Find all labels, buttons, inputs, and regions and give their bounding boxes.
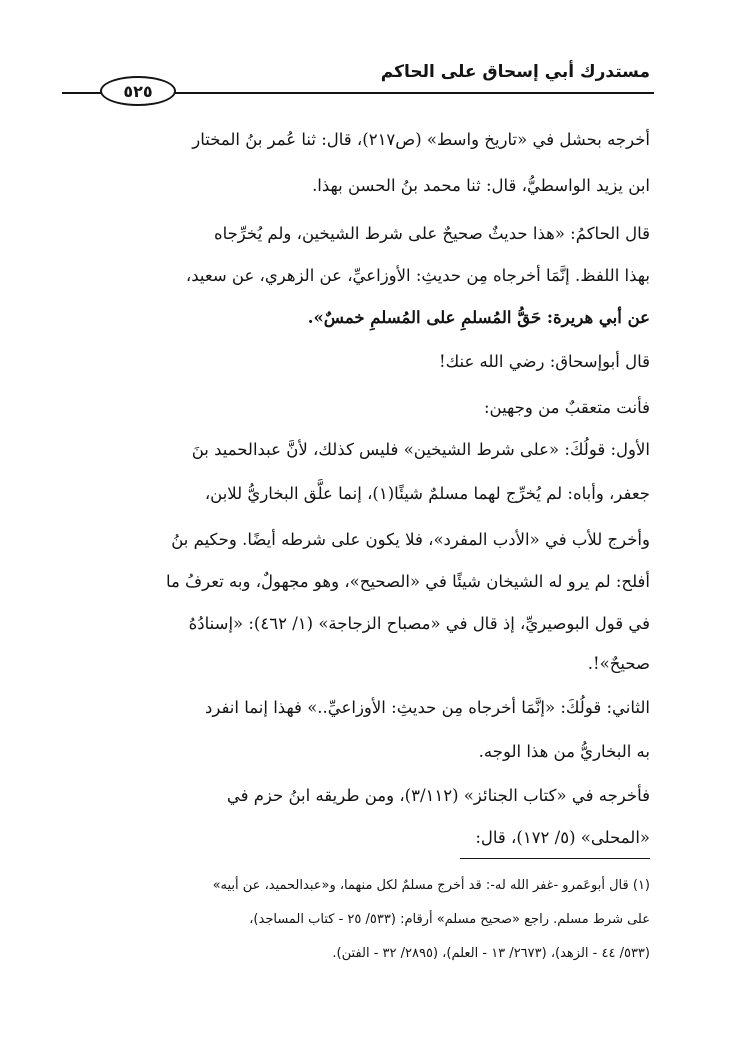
body-line-6: قال أبوإسحاق: رضي الله عنك! [438, 352, 650, 371]
body-line-2: ابن يزيد الواسطيُّ، قال: ثنا محمد بنُ الحسن بهذا. [312, 176, 650, 195]
body-line-17: «المحلى» (٥/ ١٧٢)، قال: [475, 828, 650, 847]
body-line-5: عن أبي هريرة: حَقُّ المُسلمِ على المُسلمِ خمسٌ». [307, 308, 650, 327]
body-line-1: أخرجه بحشل في «تاريخ واسط» (ص٢١٧)، قال: ثنا عُمر بنُ المختار [192, 130, 650, 149]
footnote-line-1: (١) قال أبوعَمرو -غفر الله له-: قد أخرج مسلمٌ لكل منهما، و«عبدالحميد، عن أبيه» [212, 878, 650, 893]
body-line-15: به البخاريُّ من هذا الوجه. [478, 742, 650, 761]
body-line-10: وأخرج للأب في «الأدب المفرد»، فلا يكون على شرطه أيضًا. وحكيم بنُ [171, 530, 650, 549]
body-line-16: فأخرجه في «كتاب الجنائز» (٣/١١٢)، ومن طريقه ابنُ حزم في [226, 786, 650, 805]
body-line-13: صحيحٌ»!. [587, 654, 650, 673]
body-line-9: جعفر، وأباه: لم يُخرِّج لهما مسلمٌ شيئًا(١)، إنما علَّق البخاريُّ للابن، [204, 484, 650, 503]
body-line-3: قال الحاكمُ: «هذا حديثٌ صحيحٌ على شرط الشيخين، ولم يُخرِّجاه [213, 224, 650, 243]
footnote-rule [460, 858, 650, 859]
body-line-12: في قول البوصيريِّ، إذ قال في «مصباح الزجاجة» (١/ ٤٦٢): «إسنادُهُ [188, 614, 650, 633]
page-number-badge: ٥٢٥ [100, 76, 176, 106]
footnote-line-3: (٥٣٣/ ٤٤ - الزهد)، (٢٦٧٣/ ١٣ - العلم)، (٢٨٩٥/ ٣٢ - الفتن). [332, 946, 650, 961]
body-line-11: أفلح: لم يرو له الشيخان شيئًا في «الصحيح»، وهو مجهولٌ، وبه تعرفُ ما [165, 572, 650, 591]
footnote-line-2: على شرط مسلم. راجع «صحيح مسلم» أرقام: (٥٣٣/ ٢٥ - كتاب المساجد)، [249, 912, 650, 927]
body-line-8: الأول: قولُكَ: «على شرط الشيخين» فليس كذلك، لأنَّ عبدالحميد بنَ [191, 440, 650, 459]
running-header-title: مستدرك أبي إسحاق على الحاكم [380, 62, 650, 82]
body-line-7: فأنت متعقبٌ من وجهين: [483, 398, 650, 417]
body-line-14: الثاني: قولُكَ: «إنَّمَا أخرجاه مِن حديثِ: الأوزاعيِّ..» فهذا إنما انفرد [205, 698, 650, 717]
body-line-4: بهذا اللفظ. إنَّمَا أخرجاه مِن حديثِ: الأوزاعيِّ، عن الزهري، عن سعيد، [185, 266, 650, 285]
